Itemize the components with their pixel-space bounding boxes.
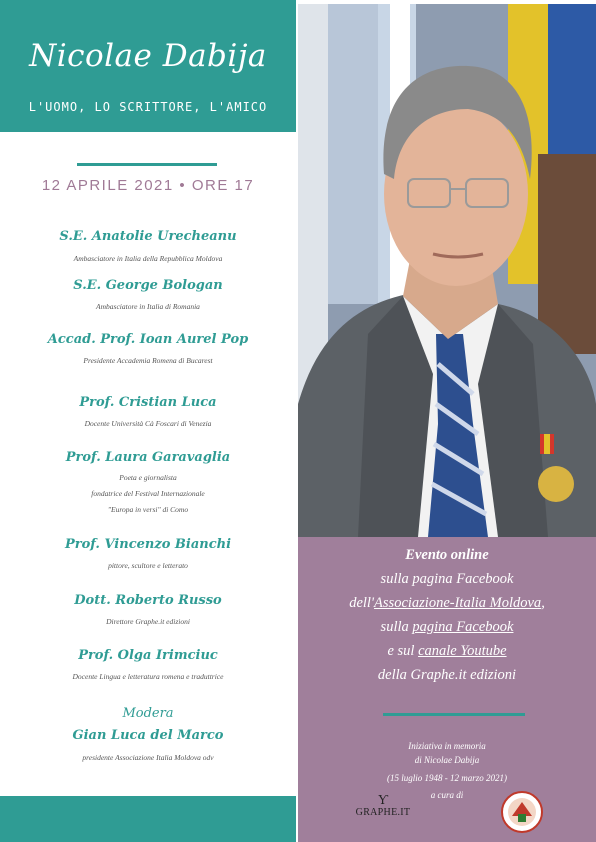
association-logo-icon bbox=[500, 790, 544, 834]
facebook-page-link[interactable]: pagina Facebook bbox=[412, 619, 514, 635]
speaker-role: Ambasciatore in Italia della Repubblica Moldova bbox=[73, 254, 223, 263]
speaker-name: Accad. Prof. Ioan Aurel Pop bbox=[47, 332, 249, 347]
speaker-role: Docente Lingua e letteratura romena e traduttrice bbox=[72, 672, 224, 681]
youtube-channel-link[interactable]: canale Youtube bbox=[418, 643, 507, 659]
graphe-logo-wordmark: GRAPHE.IT bbox=[355, 807, 411, 818]
event-line-association bbox=[298, 595, 596, 612]
memorial-dates: (15 luglio 1948 - 12 marzo 2021) bbox=[387, 773, 507, 783]
moderator-name: Gian Luca del Marco bbox=[72, 728, 224, 743]
speaker-role: fondatrice del Festival Internazionale bbox=[91, 489, 205, 498]
speaker-role: Poeta e giornalista bbox=[119, 473, 177, 482]
speaker-name: S.E. George Bologan bbox=[73, 278, 223, 293]
divider-top bbox=[77, 163, 217, 166]
event-line-suffix: , bbox=[541, 595, 545, 611]
event-panel bbox=[298, 537, 596, 842]
memorial-curated-by: a cura di bbox=[430, 790, 464, 800]
event-title: Evento online bbox=[405, 547, 489, 563]
portrait-photo bbox=[298, 4, 596, 537]
speaker-name: Prof. Laura Garavaglia bbox=[65, 450, 231, 465]
memorial-note: Iniziativa in memoria bbox=[408, 741, 486, 751]
speaker-role: Docente Università Cà Foscari di Venezia bbox=[84, 419, 212, 428]
speaker-role: Direttore Graphe.it edizioni bbox=[106, 617, 190, 626]
association-facebook-link[interactable]: Associazione-Italia Moldova bbox=[374, 595, 542, 611]
event-line-prefix: dell' bbox=[349, 595, 375, 611]
speaker-name: S.E. Anatolie Urecheanu bbox=[59, 229, 237, 244]
event-date: 12 APRILE 2021 • ORE 17 bbox=[41, 177, 255, 194]
event-line: della Graphe.it edizioni bbox=[377, 667, 517, 683]
speaker-role: Presidente Accademia Romena di Bucarest bbox=[83, 356, 213, 365]
moderator-label: Modera bbox=[122, 706, 174, 721]
event-line-youtube bbox=[298, 643, 596, 660]
speaker-role: "Europa in versi" di Como bbox=[107, 505, 189, 514]
speaker-name: Prof. Cristian Luca bbox=[79, 395, 217, 410]
speaker-role: pittore, scultore e letterato bbox=[108, 561, 188, 570]
page-subtitle: L'UOMO, LO SCRITTORE, L'AMICO bbox=[28, 100, 268, 114]
footer-bar bbox=[0, 796, 296, 842]
graphe-logo-mark: Ƴ bbox=[378, 793, 388, 807]
header-banner bbox=[0, 0, 296, 132]
event-line-prefix: sulla bbox=[380, 619, 413, 635]
divider-bottom bbox=[383, 713, 525, 716]
speaker-name: Prof. Vincenzo Bianchi bbox=[64, 537, 232, 552]
speaker-role: Ambasciatore in Italia di Romania bbox=[96, 302, 200, 311]
memorial-note: di Nicolae Dabija bbox=[414, 755, 480, 765]
page-title: Nicolae Dabija bbox=[29, 38, 267, 74]
speaker-name: Prof. Olga Irimciuc bbox=[78, 648, 218, 663]
event-line-prefix: e sul bbox=[387, 643, 419, 659]
event-line: sulla pagina Facebook bbox=[380, 571, 514, 587]
event-line-facebook bbox=[298, 619, 596, 636]
moderator-role: presidente Associazione Italia Moldova odv bbox=[82, 753, 214, 762]
graphe-logo bbox=[355, 793, 411, 831]
speaker-name: Dott. Roberto Russo bbox=[74, 593, 222, 608]
